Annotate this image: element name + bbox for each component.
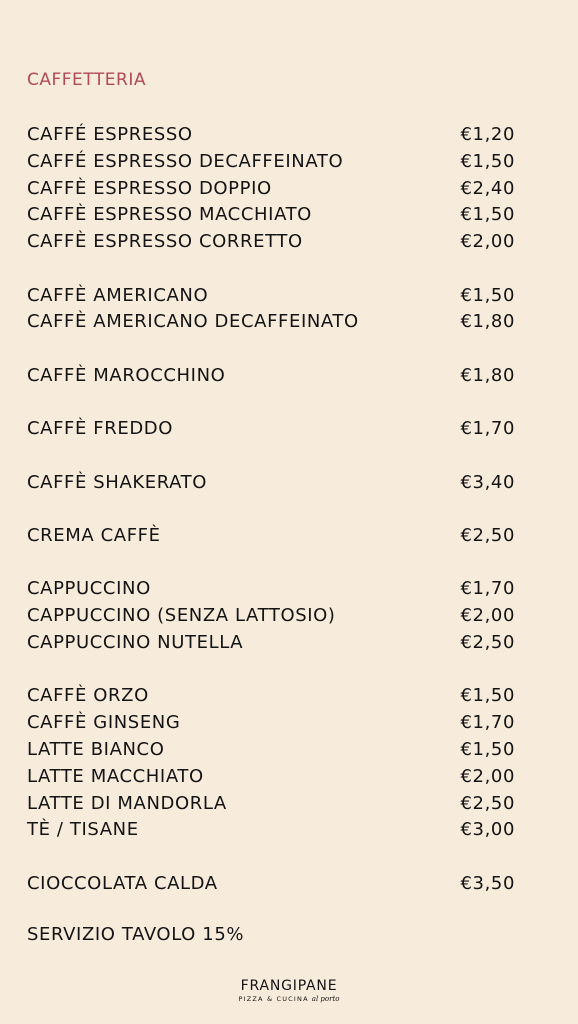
menu-item-price: €2,00 — [460, 231, 515, 253]
menu-group — [27, 523, 515, 550]
menu-group — [27, 683, 515, 844]
menu-item-price: €1,50 — [460, 150, 515, 172]
menu-list — [27, 122, 515, 924]
logo-tagline: PIZZA & CUCINA — [238, 995, 309, 1003]
menu-item-name: LATTE MACCHIATO — [27, 765, 204, 787]
menu-item — [27, 309, 515, 336]
menu-item — [27, 176, 515, 203]
menu-item-name: CAFFÈ AMERICANO DECAFFEINATO — [27, 311, 359, 333]
menu-item-name: CAFFÈ GINSENG — [27, 712, 181, 734]
menu-item-name: CAFFÈ AMERICANO — [27, 284, 209, 306]
menu-item — [27, 791, 515, 818]
menu-item-name: CAFFÉ ESPRESSO — [27, 124, 193, 145]
menu-item-name: CAPPUCCINO — [27, 578, 151, 600]
menu-item — [27, 149, 515, 176]
menu-item-price: €2,00 — [460, 765, 515, 787]
menu-item-name: CAFFÉ ESPRESSO DECAFFEINATO — [27, 150, 344, 172]
menu-item-name: CAFFÈ ESPRESSO CORRETTO — [27, 231, 303, 253]
menu-item-name: CAFFÈ MAROCCHINO — [27, 364, 226, 386]
menu-item — [27, 630, 515, 657]
menu-item-price: €1,80 — [460, 364, 515, 386]
menu-item-price: €1,20 — [460, 124, 515, 145]
menu-item — [27, 817, 515, 844]
menu-item — [27, 764, 515, 791]
menu-item-price: €1,80 — [460, 311, 515, 333]
menu-item-price: €3,50 — [460, 872, 515, 894]
menu-group — [27, 283, 515, 337]
menu-group — [27, 363, 515, 390]
menu-item-name: CAFFÈ SHAKERATO — [27, 471, 207, 493]
logo-script: al porto — [311, 995, 340, 1003]
menu-item — [27, 603, 515, 630]
section-title: CAFFETTERIA — [27, 70, 146, 90]
menu-item-price: €3,40 — [460, 471, 515, 493]
menu-item-price: €3,00 — [460, 819, 515, 841]
menu-item — [27, 122, 515, 149]
menu-item-name: CAPPUCCINO NUTELLA — [27, 631, 244, 653]
menu-item — [27, 576, 515, 603]
logo-name: FRANGIPANE — [240, 978, 338, 994]
menu-item-price: €2,00 — [460, 605, 515, 627]
menu-item — [27, 202, 515, 229]
menu-item-price: €1,70 — [460, 418, 515, 440]
menu-item-name: CREMA CAFFÈ — [27, 524, 161, 546]
logo-tagline-line — [200, 994, 378, 1004]
menu-item-price: €2,50 — [460, 524, 515, 546]
service-note: SERVIZIO TAVOLO 15% — [27, 924, 245, 945]
menu-item-price: €1,50 — [460, 685, 515, 707]
menu-item-name: CIOCCOLATA CALDA — [27, 872, 218, 894]
menu-item-price: €1,70 — [460, 712, 515, 734]
menu-item — [27, 871, 515, 898]
menu-group — [27, 470, 515, 497]
menu-group — [27, 576, 515, 656]
menu-item — [27, 710, 515, 737]
menu-item-name: CAFFÈ ESPRESSO DOPPIO — [27, 177, 272, 199]
menu-item-name: CAFFÈ FREDDO — [27, 418, 174, 440]
menu-item-name: LATTE BIANCO — [27, 738, 165, 760]
menu-group — [27, 122, 515, 256]
menu-item-price: €2,40 — [460, 177, 515, 199]
menu-item — [27, 683, 515, 710]
menu-item — [27, 416, 515, 443]
menu-group — [27, 416, 515, 443]
menu-item-price: €1,50 — [460, 204, 515, 226]
menu-item-name: CAFFÈ ESPRESSO MACCHIATO — [27, 204, 312, 226]
menu-item-price: €2,50 — [460, 792, 515, 814]
menu-item — [27, 737, 515, 764]
menu-item — [27, 229, 515, 256]
menu-item-name: LATTE DI MANDORLA — [27, 792, 227, 814]
menu-item-price: €1,50 — [460, 738, 515, 760]
menu-item — [27, 363, 515, 390]
menu-item-name: CAFFÈ ORZO — [27, 685, 149, 707]
menu-item — [27, 283, 515, 310]
menu-item-price: €1,50 — [460, 284, 515, 306]
menu-group — [27, 871, 515, 898]
menu-item-name: CAPPUCCINO (SENZA LATTOSIO) — [27, 605, 336, 627]
menu-item-price: €1,70 — [460, 578, 515, 600]
menu-item — [27, 470, 515, 497]
menu-item-price: €2,50 — [460, 631, 515, 653]
brand-logo — [200, 978, 378, 1004]
menu-item-name: TÈ / TISANE — [27, 819, 139, 841]
menu-item — [27, 523, 515, 550]
